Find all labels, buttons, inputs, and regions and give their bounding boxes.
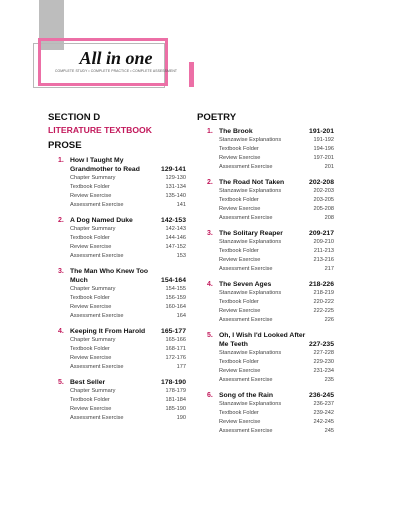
chapter-title: A Dog Named Duke: [70, 217, 133, 224]
entry-label: Assessment Exercise: [219, 164, 273, 170]
entry-pages: 154-155: [165, 286, 186, 292]
entry-label: Assessment Exercise: [219, 428, 273, 434]
chapter-title: The Seven Ages: [219, 281, 272, 288]
toc-entry: [219, 154, 334, 163]
chapter-page-range: 236-245: [309, 392, 334, 399]
entry-pages: 178-179: [165, 388, 186, 394]
toc-entry: [219, 145, 334, 154]
entry-pages: 235: [324, 377, 334, 383]
entry-pages: 231-234: [313, 368, 334, 374]
entry-label: Assessment Exercise: [219, 215, 273, 221]
toc-chapter: [48, 156, 186, 210]
chapter-page-range: 142-153: [161, 217, 186, 224]
entry-pages: 135-140: [165, 193, 186, 199]
chapter-page-range: 165-177: [161, 328, 186, 335]
entry-label: Assessment Exercise: [219, 377, 273, 383]
entry-pages: 218-219: [313, 290, 334, 296]
entry-label: Review Exercise: [219, 257, 261, 263]
entry-label: Chapter Summary: [70, 286, 116, 292]
entry-pages: 185-190: [165, 406, 186, 412]
entry-pages: 220-222: [313, 299, 334, 305]
entry-pages: 141: [176, 202, 186, 208]
toc-chapter: [197, 127, 334, 172]
toc-entry: [219, 265, 334, 274]
toc-chapter: [197, 178, 334, 223]
chapter-number: 4.: [58, 328, 64, 335]
entry-pages: 177: [176, 364, 186, 370]
chapter-page-range: 178-190: [161, 379, 186, 386]
entry-label: Textbook Folder: [219, 146, 259, 152]
chapter-heading: [70, 156, 186, 174]
toc-entry: [219, 289, 334, 298]
toc-entry: [219, 163, 334, 172]
entry-pages: 131-134: [165, 184, 186, 190]
entry-pages: 205-208: [313, 206, 334, 212]
entry-pages: 202-203: [313, 188, 334, 194]
chapter-page-range: 202-208: [309, 179, 334, 186]
entry-label: Textbook Folder: [219, 359, 259, 365]
toc-entry: [70, 354, 186, 363]
toc-chapter: [197, 391, 334, 436]
chapter-heading: [70, 267, 186, 285]
entry-pages: 164: [176, 313, 186, 319]
entry-pages: 242-245: [313, 419, 334, 425]
toc-chapter: [48, 216, 186, 261]
right-column: [197, 111, 334, 442]
chapter-number: 1.: [207, 128, 213, 135]
entry-label: Assessment Exercise: [70, 202, 124, 208]
chapter-heading: [219, 178, 334, 187]
entry-pages: 197-201: [313, 155, 334, 161]
entry-label: Stanzawise Explanations: [219, 350, 282, 356]
entry-pages: 194-196: [313, 146, 334, 152]
toc-entry: [70, 225, 186, 234]
toc-entry: [70, 312, 186, 321]
entry-label: Review Exercise: [219, 419, 261, 425]
entry-label: Assessment Exercise: [70, 313, 124, 319]
entry-pages: 168-171: [165, 346, 186, 352]
entry-pages: 191-192: [313, 137, 334, 143]
chapter-number: 4.: [207, 281, 213, 288]
toc-chapter: [197, 280, 334, 325]
poetry-heading: POETRY: [197, 112, 237, 123]
entry-pages: 226: [324, 317, 334, 323]
left-column: [48, 111, 186, 429]
toc-entry: [219, 247, 334, 256]
entry-label: Review Exercise: [70, 355, 112, 361]
toc-entry: [219, 256, 334, 265]
entry-label: Stanzawise Explanations: [219, 188, 282, 194]
chapter-heading: [219, 331, 334, 349]
entry-pages: 153: [176, 253, 186, 259]
entry-label: Stanzawise Explanations: [219, 401, 282, 407]
toc-entry: [70, 243, 186, 252]
entry-label: Textbook Folder: [70, 397, 110, 403]
entry-label: Review Exercise: [219, 368, 261, 374]
toc-entry: [70, 405, 186, 414]
entry-pages: 172-176: [165, 355, 186, 361]
chapter-heading: [219, 391, 334, 400]
entry-label: Textbook Folder: [70, 346, 110, 352]
chapter-title: Keeping It From Harold: [70, 328, 146, 335]
entry-pages: 160-164: [165, 304, 186, 310]
chapter-page-range: 154-164: [161, 277, 186, 284]
toc-entry: [219, 205, 334, 214]
toc-entry: [70, 387, 186, 396]
toc-entry: [219, 376, 334, 385]
entry-pages: 236-237: [313, 401, 334, 407]
chapter-heading: [219, 127, 334, 136]
entry-label: Textbook Folder: [70, 235, 110, 241]
entry-pages: 239-242: [313, 410, 334, 416]
chapter-number: 2.: [58, 217, 64, 224]
entry-pages: 165-166: [165, 337, 186, 343]
entry-label: Chapter Summary: [70, 337, 116, 343]
toc-entry: [219, 349, 334, 358]
entry-pages: 217: [324, 266, 334, 272]
entry-pages: 211-213: [313, 248, 334, 254]
toc-entry: [70, 234, 186, 243]
toc-chapter: [48, 267, 186, 321]
toc-entry: [219, 358, 334, 367]
entry-pages: 190: [176, 415, 186, 421]
entry-pages: 209-210: [313, 239, 334, 245]
toc-entry: [70, 303, 186, 312]
chapter-heading: [219, 280, 334, 289]
toc-chapter: [48, 327, 186, 372]
entry-label: Chapter Summary: [70, 388, 116, 394]
entry-label: Review Exercise: [219, 206, 261, 212]
toc-entry: [219, 307, 334, 316]
entry-pages: 201: [324, 164, 334, 170]
entry-pages: 227-228: [313, 350, 334, 356]
entry-pages: 147-152: [165, 244, 186, 250]
entry-pages: 208: [324, 215, 334, 221]
entry-label: Chapter Summary: [70, 226, 116, 232]
entry-pages: 229-230: [313, 359, 334, 365]
entry-label: Review Exercise: [70, 304, 112, 310]
logo-wordmark: All in one: [79, 48, 153, 68]
chapter-title: The Man Who Knew Too Much: [70, 268, 149, 284]
entry-pages: 142-143: [165, 226, 186, 232]
chapter-number: 3.: [58, 268, 64, 275]
toc-entry: [70, 363, 186, 372]
toc-entry: [70, 201, 186, 210]
toc-entry: [219, 316, 334, 325]
entry-label: Textbook Folder: [70, 184, 110, 190]
entry-label: Stanzawise Explanations: [219, 290, 282, 296]
toc-entry: [70, 183, 186, 192]
entry-pages: 129-130: [165, 175, 186, 181]
toc-entry: [219, 187, 334, 196]
toc-entry: [219, 427, 334, 436]
entry-label: Assessment Exercise: [219, 317, 273, 323]
chapter-heading: [70, 327, 186, 336]
toc-chapter: [197, 229, 334, 274]
chapter-number: 2.: [207, 179, 213, 186]
chapter-title: Song of the Rain: [219, 392, 273, 399]
toc-entry: [219, 400, 334, 409]
entry-label: Textbook Folder: [219, 299, 259, 305]
entry-pages: 156-159: [165, 295, 186, 301]
entry-label: Assessment Exercise: [70, 415, 124, 421]
chapter-number: 5.: [58, 379, 64, 386]
toc-entry: [219, 298, 334, 307]
logo-tagline: COMPLETE STUDY • COMPLETE PRACTICE • COMPLETE ASSESSMENT: [54, 69, 178, 73]
entry-label: Stanzawise Explanations: [219, 239, 282, 245]
decorative-pink-bar: [189, 62, 194, 87]
entry-pages: 213-216: [313, 257, 334, 263]
entry-label: Review Exercise: [70, 193, 112, 199]
toc-entry: [70, 336, 186, 345]
toc-entry: [70, 192, 186, 201]
chapter-heading: [70, 216, 186, 225]
entry-label: Textbook Folder: [219, 197, 259, 203]
entry-label: Assessment Exercise: [219, 266, 273, 272]
chapter-number: 6.: [207, 392, 213, 399]
entry-pages: 245: [324, 428, 334, 434]
toc-entry: [70, 294, 186, 303]
toc-chapter: [197, 331, 334, 385]
entry-label: Review Exercise: [70, 244, 112, 250]
entry-label: Stanzawise Explanations: [219, 137, 282, 143]
chapter-page-range: 191-201: [309, 128, 334, 135]
toc-chapter: [48, 378, 186, 423]
entry-label: Textbook Folder: [219, 248, 259, 254]
toc-entry: [70, 414, 186, 423]
toc-entry: [70, 345, 186, 354]
toc-entry: [70, 396, 186, 405]
brand-logo: [54, 45, 178, 77]
toc-entry: [70, 174, 186, 183]
chapter-page-range: 227-235: [309, 341, 334, 348]
entry-pages: 203-205: [313, 197, 334, 203]
chapter-heading: [70, 378, 186, 387]
chapter-title: The Brook: [219, 128, 253, 135]
toc-entry: [70, 252, 186, 261]
chapter-page-range: 209-217: [309, 230, 334, 237]
entry-pages: 181-184: [165, 397, 186, 403]
toc-entry: [219, 136, 334, 145]
entry-label: Assessment Exercise: [70, 253, 124, 259]
section-title: SECTION D: [48, 112, 101, 123]
chapter-number: 5.: [207, 332, 213, 339]
chapter-number: 1.: [58, 157, 64, 164]
toc-entry: [219, 367, 334, 376]
chapter-title: The Road Not Taken: [219, 179, 285, 186]
toc-entry: [219, 214, 334, 223]
entry-label: Textbook Folder: [70, 295, 110, 301]
entry-label: Textbook Folder: [219, 410, 259, 416]
chapter-title: The Solitary Reaper: [219, 230, 283, 237]
entry-pages: 222-225: [313, 308, 334, 314]
chapter-page-range: 129-141: [161, 166, 186, 173]
toc-entry: [219, 196, 334, 205]
chapter-title: How I Taught My Grandmother to Read: [70, 157, 140, 173]
toc-entry: [219, 238, 334, 247]
entry-label: Review Exercise: [219, 308, 261, 314]
prose-heading: PROSE: [48, 140, 82, 151]
prose-chapter-list: [48, 156, 186, 423]
toc-entry: [70, 285, 186, 294]
entry-label: Chapter Summary: [70, 175, 116, 181]
chapter-heading: [219, 229, 334, 238]
literature-textbook-title: LITERATURE TEXTBOOK: [48, 125, 152, 135]
toc-entry: [219, 409, 334, 418]
poetry-chapter-list: [197, 127, 334, 436]
chapter-page-range: 218-226: [309, 281, 334, 288]
entry-label: Assessment Exercise: [70, 364, 124, 370]
entry-label: Review Exercise: [219, 155, 261, 161]
entry-label: Review Exercise: [70, 406, 112, 412]
toc-entry: [219, 418, 334, 427]
chapter-title: Best Seller: [70, 379, 106, 386]
entry-pages: 144-146: [165, 235, 186, 241]
chapter-title: Oh, I Wish I'd Looked After Me Teeth: [219, 332, 306, 348]
chapter-number: 3.: [207, 230, 213, 237]
